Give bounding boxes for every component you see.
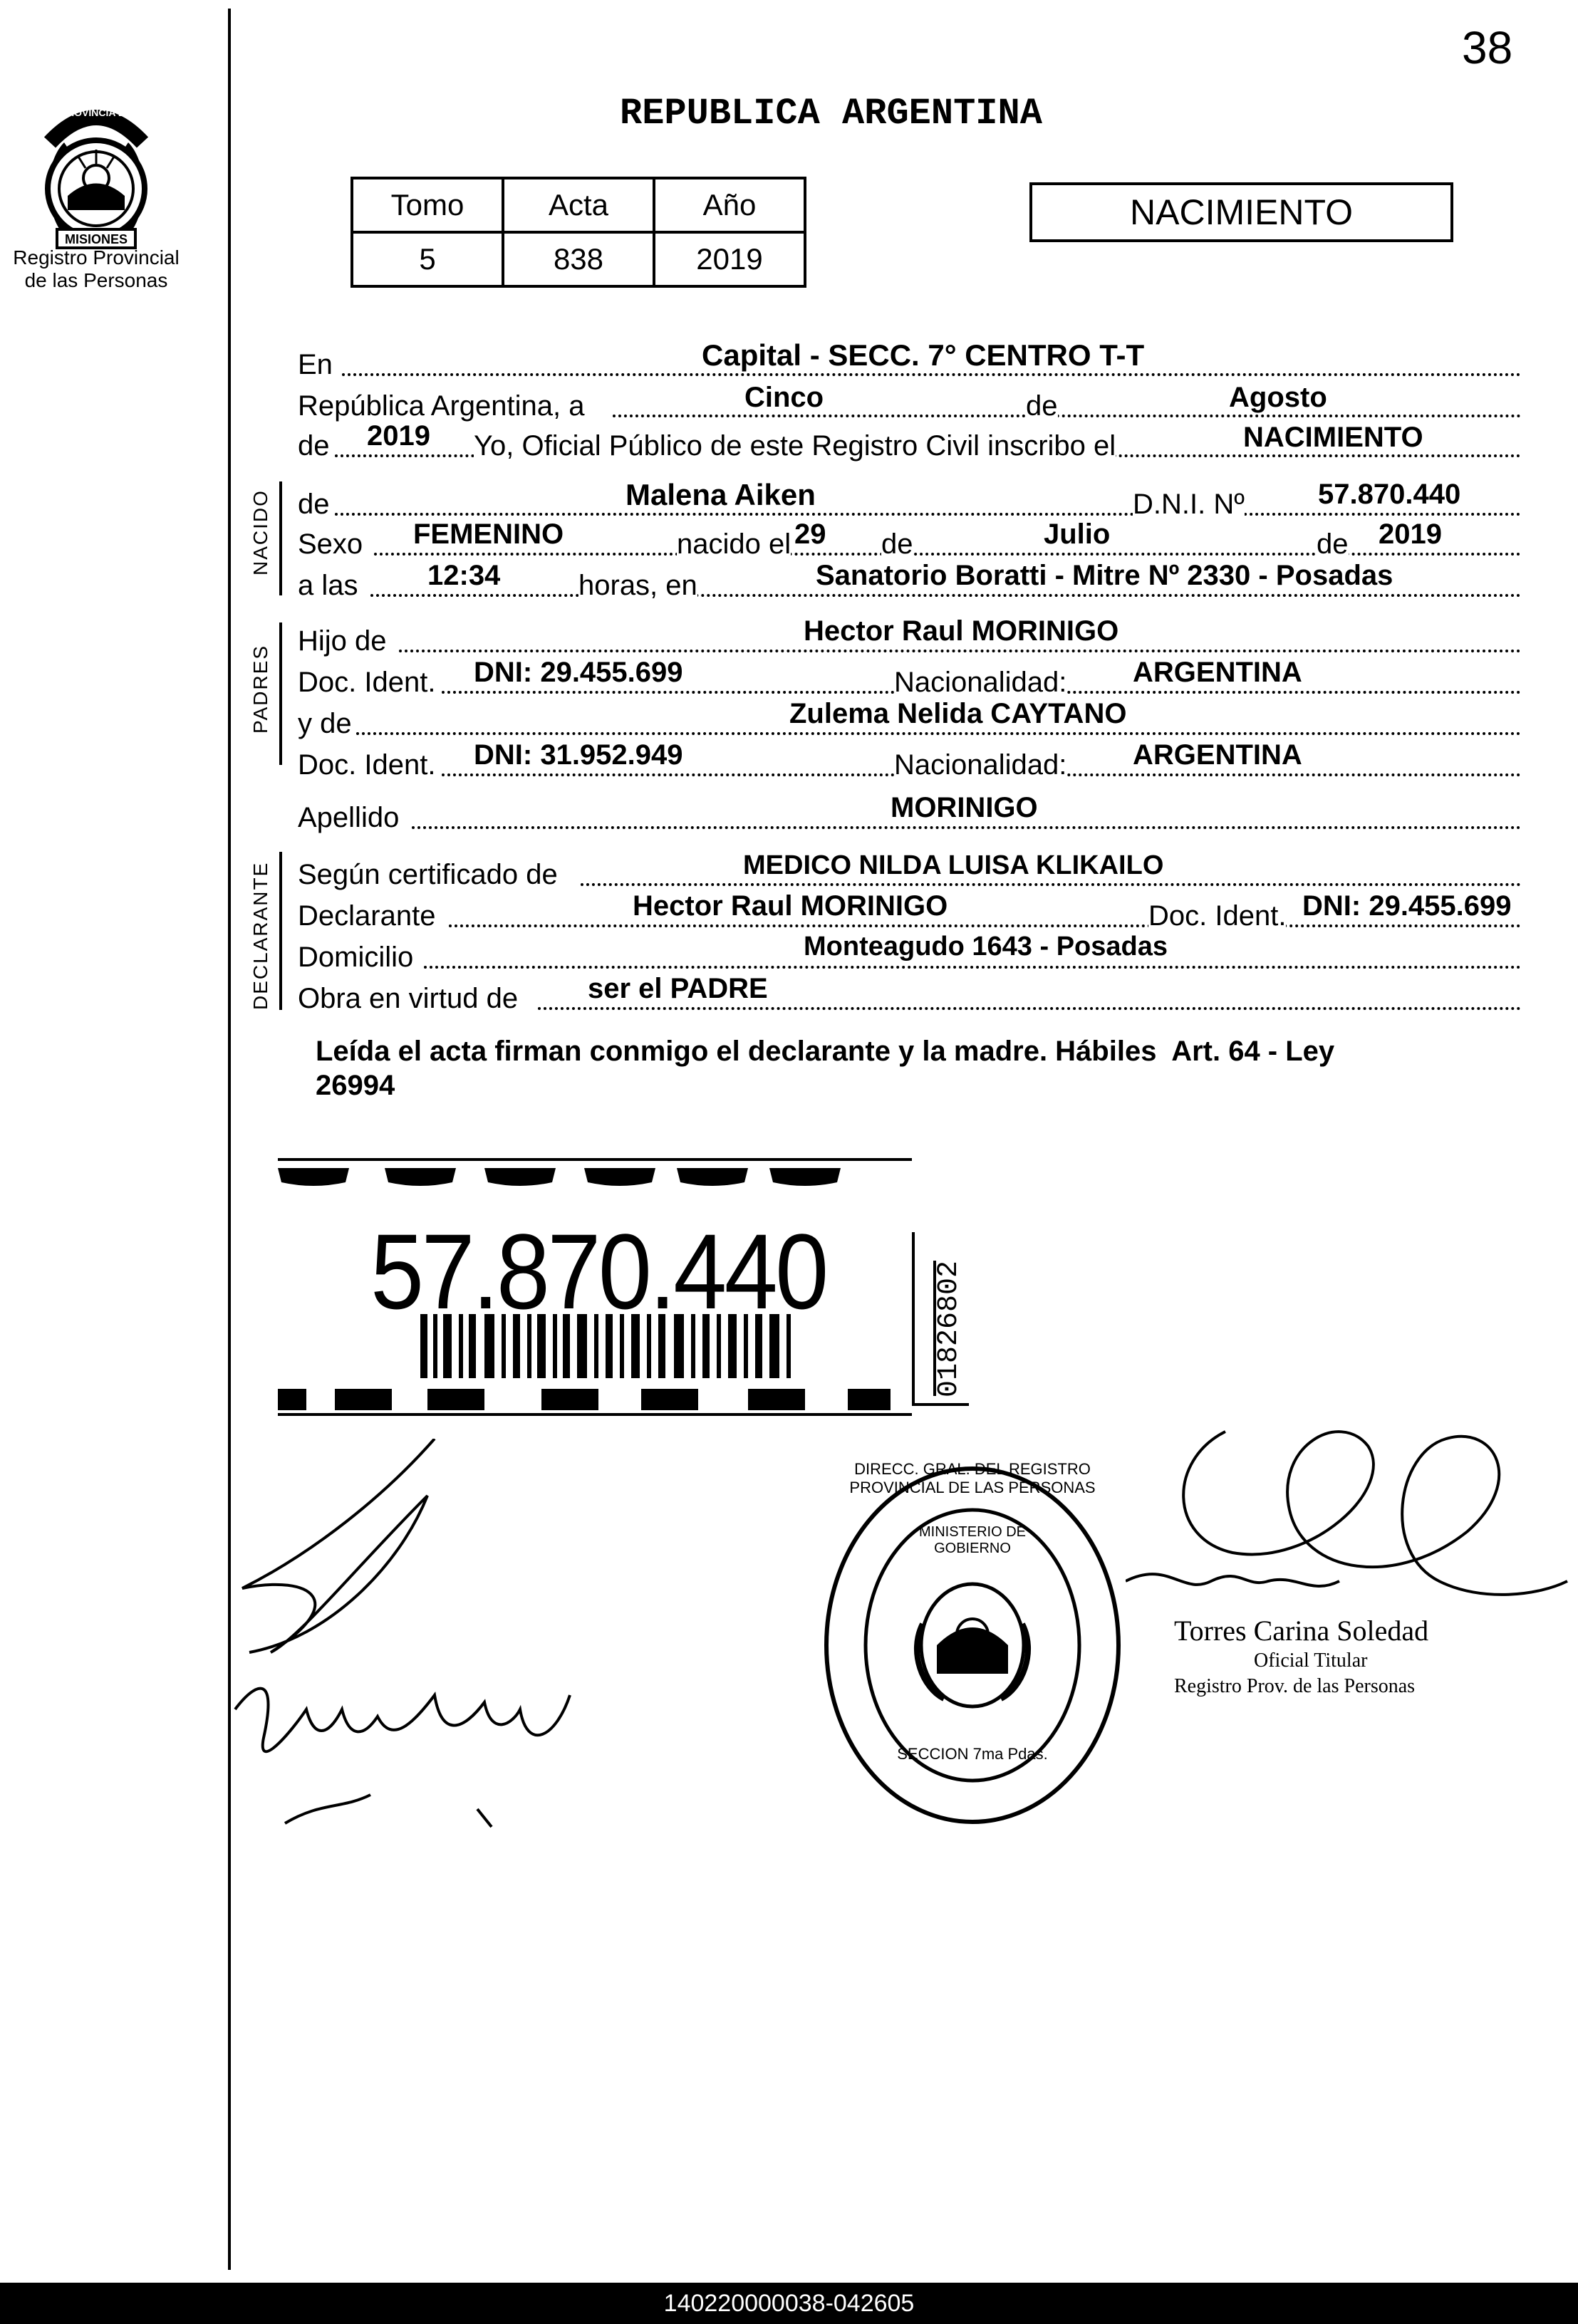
month-value: Agosto: [1229, 382, 1327, 413]
de-label: de: [1026, 390, 1058, 422]
logo-caption-1: Registro Provincial: [13, 246, 180, 269]
dni-value: 57.870.440: [1318, 479, 1461, 510]
doc-label-mother: Doc. Ident.: [298, 749, 436, 781]
closing-line-1: Leída el acta firman conmigo el declarante y la madre. Hábiles Art. 64 - Ley: [316, 1036, 1335, 1067]
record-table: [351, 177, 806, 288]
mother-value: Zulema Nelida CAYTANO: [789, 698, 1127, 729]
dotted-line: [399, 650, 1521, 652]
padres-bracket: [279, 622, 282, 765]
dni-label: D.N.I. Nº: [1133, 489, 1245, 520]
cert-label: Según certificado de: [298, 859, 558, 890]
decl-doc-label: Doc. Ident.: [1148, 900, 1287, 932]
tomo-value: 5: [352, 232, 503, 286]
birth-day-value: 29: [794, 519, 826, 550]
left-margin-line: [228, 9, 231, 2270]
name-value: Malena Aiken: [626, 478, 816, 511]
logo-banner: MISIONES: [64, 232, 128, 246]
nacido-section-label: NACIDO: [249, 489, 271, 575]
ministry-stamp: [816, 1460, 1129, 1830]
sticker-serial: 01826802: [933, 1260, 965, 1397]
dotted-line: [581, 883, 1521, 886]
dotted-line: [538, 1007, 1521, 1010]
apellido-label: Apellido: [298, 802, 400, 833]
official-title: Oficial Titular: [1254, 1650, 1368, 1672]
decl-doc: DNI: 29.455.699: [1302, 890, 1512, 922]
decl-label: Declarante: [298, 900, 436, 932]
day-value: Cinco: [744, 382, 824, 413]
father-doc: DNI: 29.455.699: [474, 657, 683, 688]
dotted-line: [342, 373, 1521, 376]
stamp-seal-icon: [816, 1460, 1129, 1830]
republica-label: República Argentina, a: [298, 390, 585, 422]
logo-caption-2: de las Personas: [24, 269, 168, 291]
dotted-line: [613, 415, 1521, 417]
declarante-bracket: [279, 852, 282, 1010]
doc-type-box: [1029, 182, 1453, 242]
official-name: Torres Carina Soledad: [1174, 1615, 1429, 1647]
nac-label-mother: Nacionalidad:: [894, 749, 1067, 781]
tomo-label: Tomo: [352, 178, 503, 232]
shield-icon: [21, 64, 171, 249]
doc-label-father: Doc. Ident.: [298, 667, 436, 698]
logo-arc-text: PROVINCIA DE: [60, 107, 133, 118]
en-label: En: [298, 349, 333, 380]
year-value: 2019: [367, 420, 430, 452]
alas-label: a las: [298, 570, 358, 601]
mother-doc: DNI: 31.952.949: [474, 739, 683, 771]
place-value: Sanatorio Boratti - Mitre Nº 2330 - Posadas: [816, 560, 1393, 591]
obra-label: Obra en virtud de: [298, 983, 519, 1014]
stamp-inner-text: MINISTERIO DE GOBIERNO: [918, 1524, 1026, 1556]
birth-year-value: 2019: [1379, 519, 1442, 550]
hijo-label: Hijo de: [298, 625, 387, 657]
act-value: NACIMIENTO: [1243, 422, 1423, 453]
sticker-number: 57.870.440: [370, 1211, 826, 1331]
de-label-4: de: [1317, 528, 1349, 560]
sexo-label: Sexo: [298, 528, 363, 560]
dotted-line: [356, 732, 1521, 735]
mother-nat: ARGENTINA: [1133, 739, 1302, 771]
footer-code: 140220000038-042605: [0, 2283, 1578, 2324]
yo-label: Yo, Oficial Público de este Registro Civil inscribo el: [474, 430, 1116, 462]
dotted-line: [370, 594, 1521, 597]
doc-type: NACIMIENTO: [1130, 192, 1353, 232]
dotted-line: [374, 553, 1521, 556]
handwritten-signature: [228, 1439, 627, 1838]
time-value: 12:34: [427, 560, 501, 591]
dom-value: Monteagudo 1643 - Posadas: [804, 932, 1168, 962]
acta-label: Acta: [503, 178, 654, 232]
de-label-3: de: [881, 528, 913, 560]
ano-value: 2019: [654, 232, 805, 286]
ano-label: Año: [654, 178, 805, 232]
de-label-2: de: [298, 430, 330, 462]
acta-value: 838: [503, 232, 654, 286]
father-nat: ARGENTINA: [1133, 657, 1302, 688]
dom-label: Domicilio: [298, 942, 414, 973]
sexo-value: FEMENINO: [413, 519, 564, 550]
closing-line-2: 26994: [316, 1070, 395, 1101]
father-value: Hector Raul MORINIGO: [804, 615, 1119, 647]
horas-label: horas, en: [578, 570, 697, 601]
official-office: Registro Prov. de las Personas: [1174, 1675, 1416, 1697]
yde-label: y de: [298, 708, 352, 739]
province-logo: [21, 64, 171, 249]
page-title: REPUBLICA ARGENTINA: [620, 93, 1042, 135]
stamp-bottom-text: SECCION 7ma Pdas.: [897, 1745, 1048, 1763]
nacido-de-label: de: [298, 489, 330, 520]
birth-month-value: Julio: [1044, 519, 1111, 550]
page-number: 38: [1462, 22, 1513, 73]
declarante-section-label: DECLARANTE: [249, 861, 271, 1010]
dotted-line: [335, 513, 1521, 516]
nacido-label: nacido el: [677, 528, 791, 560]
en-value: Capital - SECC. 7° CENTRO T-T: [702, 338, 1145, 372]
cert-value: MEDICO NILDA LUISA KLIKAILO: [743, 850, 1164, 880]
nacido-bracket: [279, 481, 282, 595]
dotted-line: [424, 966, 1521, 969]
dotted-line: [412, 826, 1521, 829]
nac-label-father: Nacionalidad:: [894, 667, 1067, 698]
decl-value: Hector Raul MORINIGO: [633, 890, 948, 922]
obra-value: ser el PADRE: [588, 973, 768, 1004]
apellido-value: MORINIGO: [891, 792, 1038, 823]
padres-section-label: PADRES: [249, 644, 271, 734]
stamp-outer-text: DIRECC. GRAL. DEL REGISTRO PROVINCIAL DE LAS PERSONAS: [849, 1460, 1096, 1496]
dotted-line: [449, 924, 1521, 927]
id-sticker: [278, 1154, 983, 1439]
